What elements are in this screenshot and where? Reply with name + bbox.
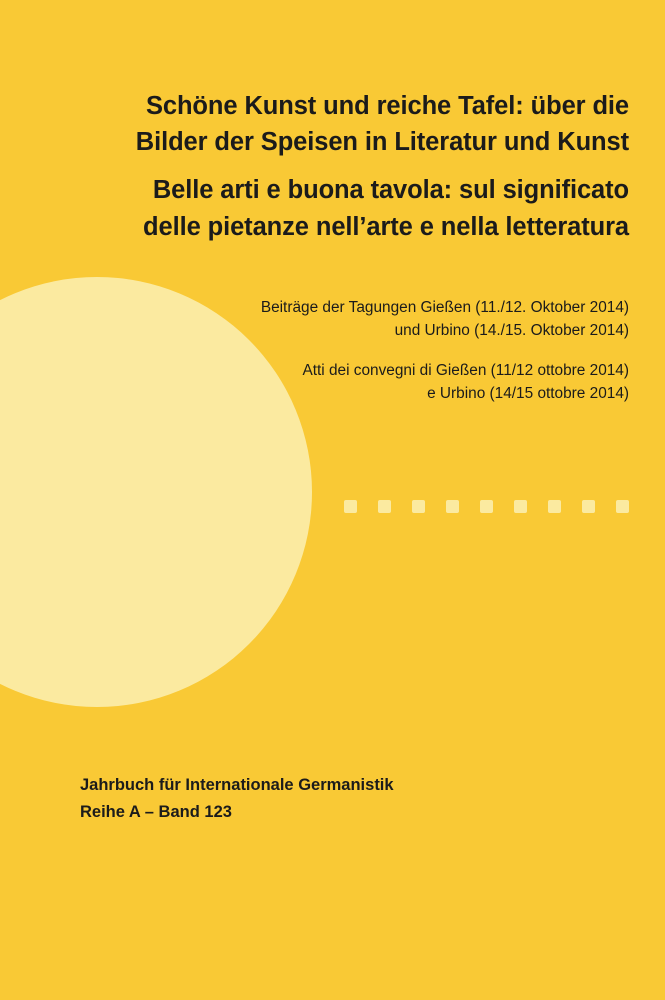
subtitle-german-line-2: und Urbino (14./15. Oktober 2014) bbox=[394, 322, 629, 340]
subtitle-block bbox=[120, 296, 629, 406]
dot-icon bbox=[378, 500, 391, 513]
dot-icon bbox=[616, 500, 629, 513]
dot-icon bbox=[548, 500, 561, 513]
dot-icon bbox=[480, 500, 493, 513]
subtitle-italian-line-2: e Urbino (14/15 ottobre 2014) bbox=[427, 385, 629, 403]
title-german-line-2: Bilder der Speisen in Literatur und Kunst bbox=[135, 128, 629, 157]
series-title: Jahrbuch für Internationale Germanistik bbox=[80, 776, 394, 794]
subtitle-italian-group bbox=[120, 359, 629, 406]
subtitle-german-line-1: Beiträge der Tagungen Gießen (11./12. Oktober 2014) bbox=[260, 299, 629, 316]
title-italian-group bbox=[38, 172, 629, 244]
title-block bbox=[38, 88, 629, 245]
dot-icon bbox=[412, 500, 425, 513]
dot-icon bbox=[446, 500, 459, 513]
dot-icon bbox=[344, 500, 357, 513]
dot-icon bbox=[582, 500, 595, 513]
title-italian-line-1: Belle arti e buona tavola: sul significato bbox=[152, 176, 629, 205]
series-volume: Reihe A – Band 123 bbox=[80, 802, 232, 821]
title-german-line-1: Schöne Kunst und reiche Tafel: über die bbox=[145, 92, 629, 120]
subtitle-italian-line-1: Atti dei convegni di Gießen (11/12 ottobre 2014) bbox=[302, 361, 629, 379]
dot-icon bbox=[514, 500, 527, 513]
series-block bbox=[80, 772, 394, 825]
dot-separator bbox=[344, 500, 629, 513]
title-italian-line-2: delle pietanze nell’arte e nella letteratura bbox=[143, 212, 629, 241]
